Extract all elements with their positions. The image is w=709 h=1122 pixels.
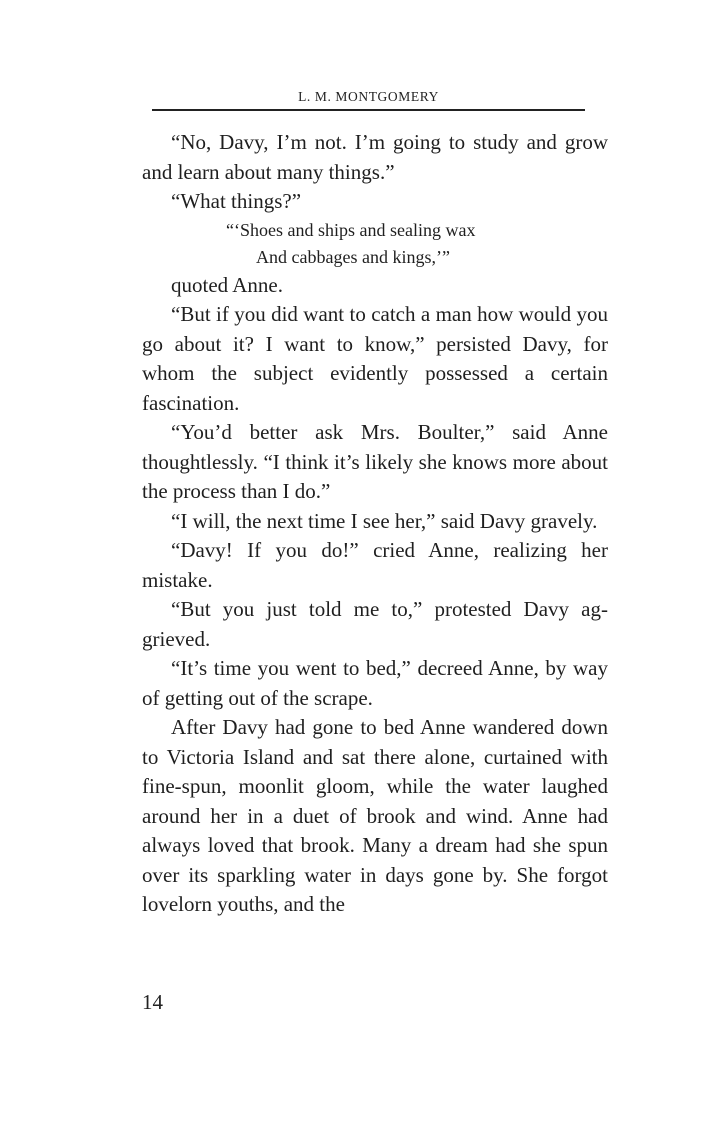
paragraph: “Davy! If you do!” cried Anne, realizing her mistake. [142, 538, 608, 592]
paragraph: “No, Davy, I’m not. I’m going to study and grow and learn about many things.” [142, 130, 608, 184]
running-head: L. M. MONTGOMERY [298, 89, 439, 104]
paragraph: quoted Anne. [171, 272, 283, 297]
verse-line: And cabbages and kings,’” [256, 246, 450, 267]
paragraph: “It’s time you went to bed,” decreed Anne, by way of getting out of the scrape. [142, 656, 608, 710]
paragraph: “But if you did want to catch a man how would you go about it? I want to know,” persisted Davy, for whom the subject evidently possessed a certain fascination. [142, 302, 608, 415]
paragraph: After Davy had gone to bed Anne wandered down to Victoria Island and sat there alone, curtained with fine-spun, moonlit gloom, while the water laughed around her in a duet of brook and wind. Anne had always loved that brook. Many a dream had she spun over its sparkling water in days gone by. She forgot lovelorn youths, and the [142, 715, 608, 916]
paragraph: “What things?” [171, 189, 302, 213]
header-rule [152, 109, 585, 111]
paragraph: “You’d better ask Mrs. Boulter,” said Anne thoughtlessly. “I think it’s likely she knows more about the process than I do.” [142, 420, 608, 503]
paragraph: “But you just told me to,” protested Davy aggrieved. [142, 597, 608, 651]
page-number: 14 [142, 990, 163, 1014]
text-block [142, 128, 608, 920]
paragraph: “I will, the next time I see her,” said Davy gravely. [171, 508, 598, 533]
verse-line: “‘Shoes and ships and sealing wax [226, 219, 476, 240]
verse-quote [142, 217, 608, 271]
